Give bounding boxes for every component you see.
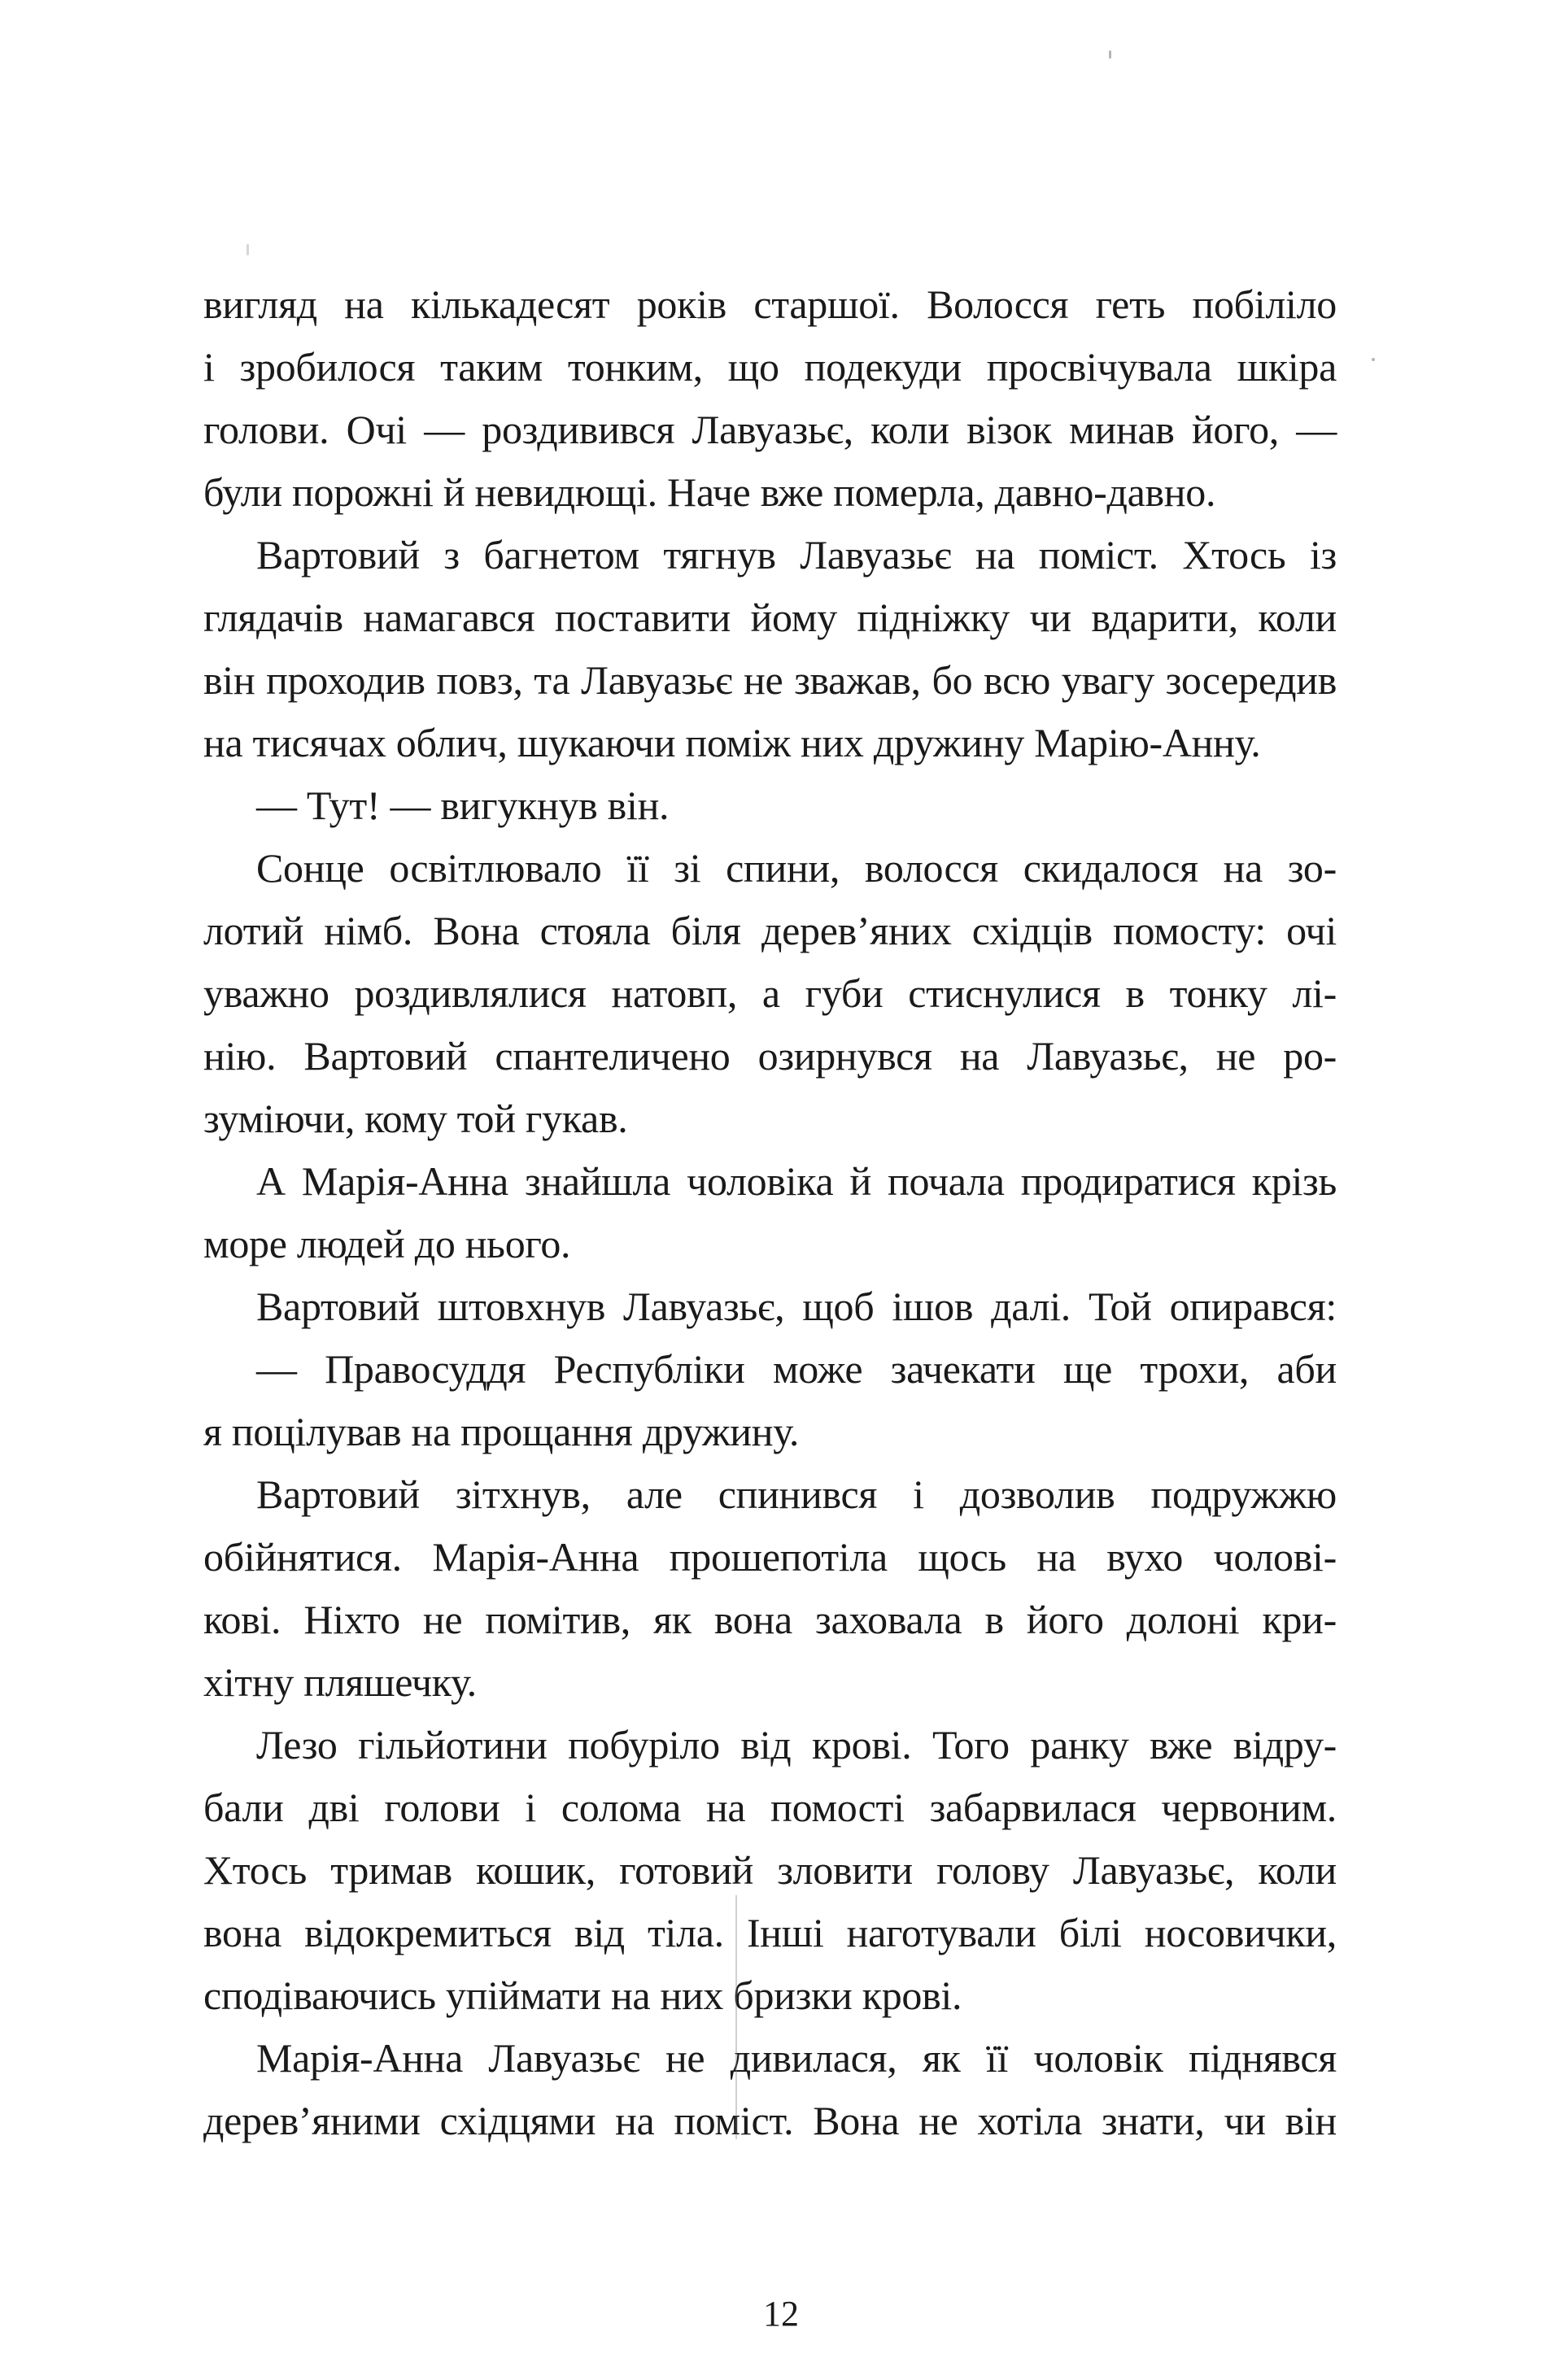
scan-speck [1372,358,1375,361]
text-line: А Марія-Анна знайшла чоловіка й почала продиратися крізь [256,1158,1337,1204]
text-line: я поцілував на прощання дружину. [203,1409,800,1454]
text-line: на тисячах облич, шукаючи поміж них дружину Марію-Анну. [203,720,1261,765]
paragraph [203,2027,1337,2152]
text-line: море людей до нього. [203,1221,571,1266]
paragraph [203,1714,1337,2027]
text-line: Сонце освітлювало її зі спини, волосся скидалося на зо- [256,845,1337,891]
text-line: уважно роздивлялися натовп, а губи стиснулися в тонку лі- [203,970,1337,1016]
text-line: вигляд на кількадесят років старшої. Волосся геть побіліло [203,281,1337,327]
text-line: він проходив повз, та Лавуазьє не зважав, бо всю увагу зосередив [203,657,1337,703]
text-line: зуміючи, кому той гукав. [203,1096,628,1141]
scan-artifact-line [735,1895,737,2139]
text-line: Вартовий штовхнув Лавуазьє, щоб ішов далі. Той опирався: [256,1284,1337,1329]
text-line: Лезо гільйотини побуріло від крові. Того ранку вже відру- [256,1722,1337,1768]
text-line: — Правосуддя Республіки може зачекати ще трохи, аби [256,1346,1337,1392]
paragraph [203,774,1337,837]
text-line: — Тут! — вигукнув він. [256,782,670,828]
text-line: глядачів намагався поставити йому підніжку чи вдарити, коли [203,595,1337,640]
body-text [203,273,1337,2152]
text-line: лотий німб. Вона стояла біля дерев’яних східців помосту: очі [203,908,1337,953]
text-line: були порожні й невидющі. Наче вже померла, давно-давно. [203,469,1216,515]
text-line: сподіваючись упіймати на них бризки крові. [203,1972,962,2018]
text-line: голови. Очі — роздивився Лавуазьє, коли візок минав його, — [203,407,1337,452]
paragraph [203,1275,1337,1338]
paragraph [203,1463,1337,1714]
scan-speck [1109,50,1111,59]
text-line: нію. Вартовий спантеличено озирнувся на Лавуазьє, не ро- [203,1033,1337,1079]
paragraph [203,524,1337,774]
text-line: вона відокремиться від тіла. Інші наготували білі носовички, [203,1910,1337,1955]
scan-speck [247,244,249,255]
text-line: Вартовий з багнетом тягнув Лавуазьє на поміст. Хтось із [256,532,1337,578]
text-line: кові. Ніхто не помітив, як вона заховала в його долоні кри- [203,1597,1337,1642]
paragraph [203,837,1337,1150]
text-line: Хтось тримав кошик, готовий зловити голову Лавуазьє, коли [203,1847,1337,1893]
page-number: 12 [763,2294,799,2334]
text-line: бали дві голови і солома на помості забарвилася червоним. [203,1785,1337,1830]
text-line: хітну пляшечку. [203,1659,477,1705]
text-line: Вартовий зітхнув, але спинився і дозволив подружжю [256,1471,1337,1517]
text-line: і зробилося таким тонким, що подекуди просвічувала шкіра [203,344,1337,390]
paragraph [203,1338,1337,1463]
text-line: обійнятися. Марія-Анна прошепотіла щось на вухо чолові- [203,1534,1337,1580]
paragraph [203,1150,1337,1275]
text-line: дерев’яними східцями на поміст. Вона не хотіла знати, чи він [203,2098,1337,2143]
text-line: Марія-Анна Лавуазьє не дивилася, як її чоловік піднявся [256,2035,1337,2081]
paragraph [203,273,1337,524]
